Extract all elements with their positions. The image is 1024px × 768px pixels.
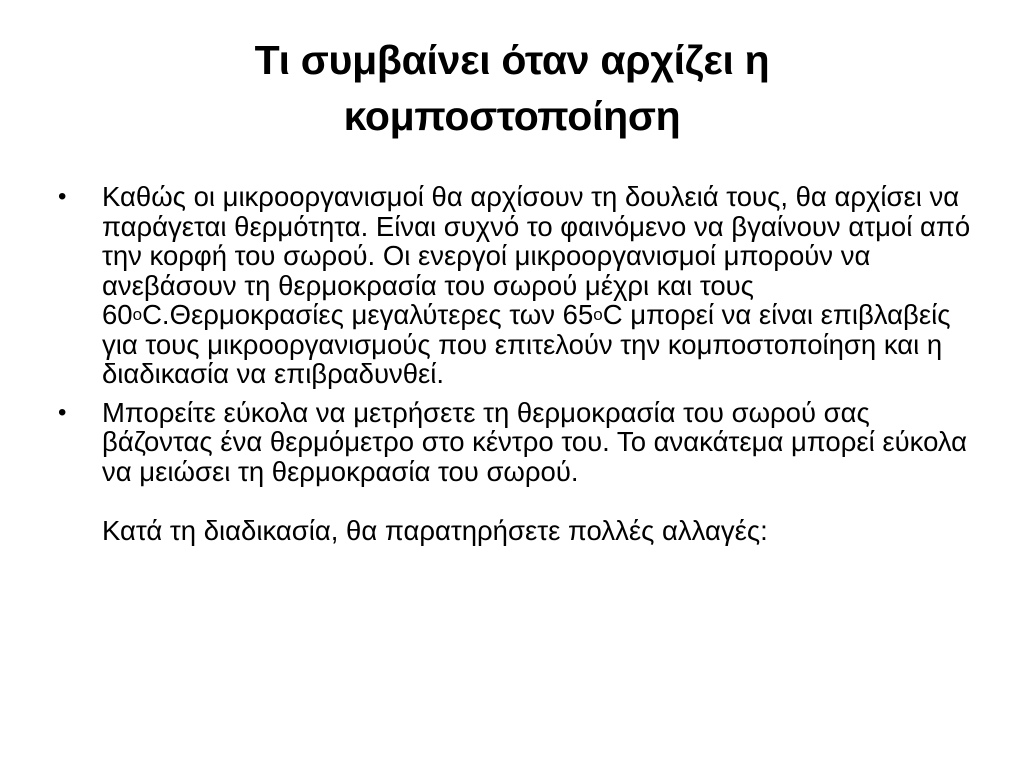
bullet-text-part-1: Καθώς οι μικροοργανισμοί θα αρχίσουν τη δουλειά τους, θα αρχίσει να παράγεται θερμότητα. Είναι συχνό το φαινόμενο να βγαίνουν ατμοί από την κορφή του σωρού. Οι ενεργοί μικροοργανισμοί μπορούν να ανεβάσουν τη θερμοκρασία του σωρού μέχρι και τους 60	[102, 181, 971, 330]
slide-title-line-1: Τι συμβαίνει όταν αρχίζει η	[254, 37, 770, 83]
bullet-item-temperature-rise	[52, 182, 982, 389]
bullet-item-measure-temperature	[52, 398, 982, 546]
degree-superscript: ο	[132, 305, 143, 324]
bullet-text	[102, 182, 982, 389]
bullet-text: Μπορείτε εύκολα να μετρήσετε τη θερμοκρασία του σωρού σας βάζοντας ένα θερμόμετρο στο κέντρο του. Το ανακάτεμα μπορεί εύκολα να μειώσει τη θερμοκρασία του σωρού.	[102, 396, 968, 487]
slide-body	[52, 182, 982, 554]
degree-superscript: ο	[593, 305, 603, 324]
slide-title-line-2: κομποστοποίηση	[343, 93, 681, 139]
bullet-text-part-2: C.Θερμοκρασίες μεγαλύτερες των 65	[142, 299, 594, 330]
slide-title	[80, 32, 944, 144]
bullet-dot-icon: •	[58, 183, 67, 210]
paragraph-spacer	[102, 486, 982, 516]
bullet-dot-icon: •	[58, 398, 67, 426]
bullet-followup-text: Κατά τη διαδικασία, θα παρατηρήσετε πολλές αλλαγές:	[102, 514, 768, 546]
bullet-text-part-3: C μπορεί να είναι επιβλαβείς για τους μικροοργανισμούς που επιτελούν την κομποστοποίηση και η διαδικασία να επιβραδυνθεί.	[102, 299, 951, 389]
